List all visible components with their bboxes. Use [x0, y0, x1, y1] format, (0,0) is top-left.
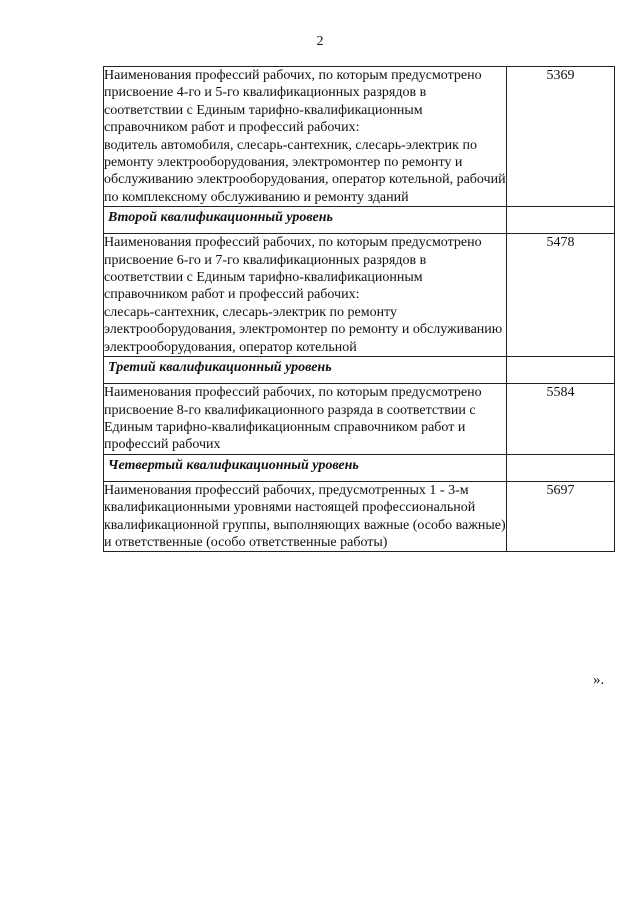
salary-value: 5369 [506, 67, 614, 207]
salary-value: 5584 [506, 384, 614, 455]
profession-description-text: Наименования профессий рабочих, по которым предусмотрено присвоение 4-го и 5-го квалификационных разрядов в соответствии с Единым тарифно-квалификационным справочником работ и профессий рабочих: водитель автомобиля, слесарь-сантехник, слесарь-электрик по ремонту электрооборудования, электромонтер по ремонту и обслуживанию электрооборудования, оператор котельной, рабочий по комплексному обслуживанию и ремонту зданий [104, 68, 506, 205]
level-row [104, 207, 615, 234]
qualification-level-heading: Второй квалификационный уровень [104, 207, 507, 234]
table-row [104, 67, 615, 207]
qualification-table [103, 66, 615, 552]
profession-description-text: Наименования профессий рабочих, по которым предусмотрено присвоение 6-го и 7-го квалификационных разрядов в соответствии с Единым тарифно-квалификационным справочником работ и профессий рабочих: слесарь-сантехник, слесарь-электрик по ремонту электрооборудования, электромонтер по ремонту и обслуживанию электрооборудования, оператор котельной [104, 235, 503, 355]
profession-description [104, 481, 507, 552]
qualification-level-heading: Четвертый квалификационный уровень [104, 454, 507, 481]
profession-description [104, 234, 507, 357]
profession-description [104, 384, 507, 455]
salary-value: 5697 [506, 481, 614, 552]
table-row [104, 481, 615, 552]
qualification-level-heading: Третий квалификационный уровень [104, 357, 507, 384]
table-row [104, 384, 615, 455]
profession-description-text: Наименования профессий рабочих, по которым предусмотрено присвоение 8-го квалификационного разряда в соответствии с Единым тарифно-квалификационным справочником работ и профессий рабочих [104, 385, 482, 453]
level-row [104, 454, 615, 481]
salary-value: 5478 [506, 234, 614, 357]
profession-description [104, 67, 507, 207]
table-row [104, 234, 615, 357]
closing-quote-mark: ». [593, 672, 605, 688]
page-number: 2 [316, 34, 324, 49]
empty-value-cell [506, 454, 614, 481]
empty-value-cell [506, 357, 614, 384]
empty-value-cell [506, 207, 614, 234]
level-row [104, 357, 615, 384]
profession-description-text: Наименования профессий рабочих, предусмотренных 1 - 3-м квалификационными уровнями настоящей профессиональной квалификационной группы, выполняющих важные (особо важные) и ответственные (особо ответственные работы) [104, 482, 506, 550]
